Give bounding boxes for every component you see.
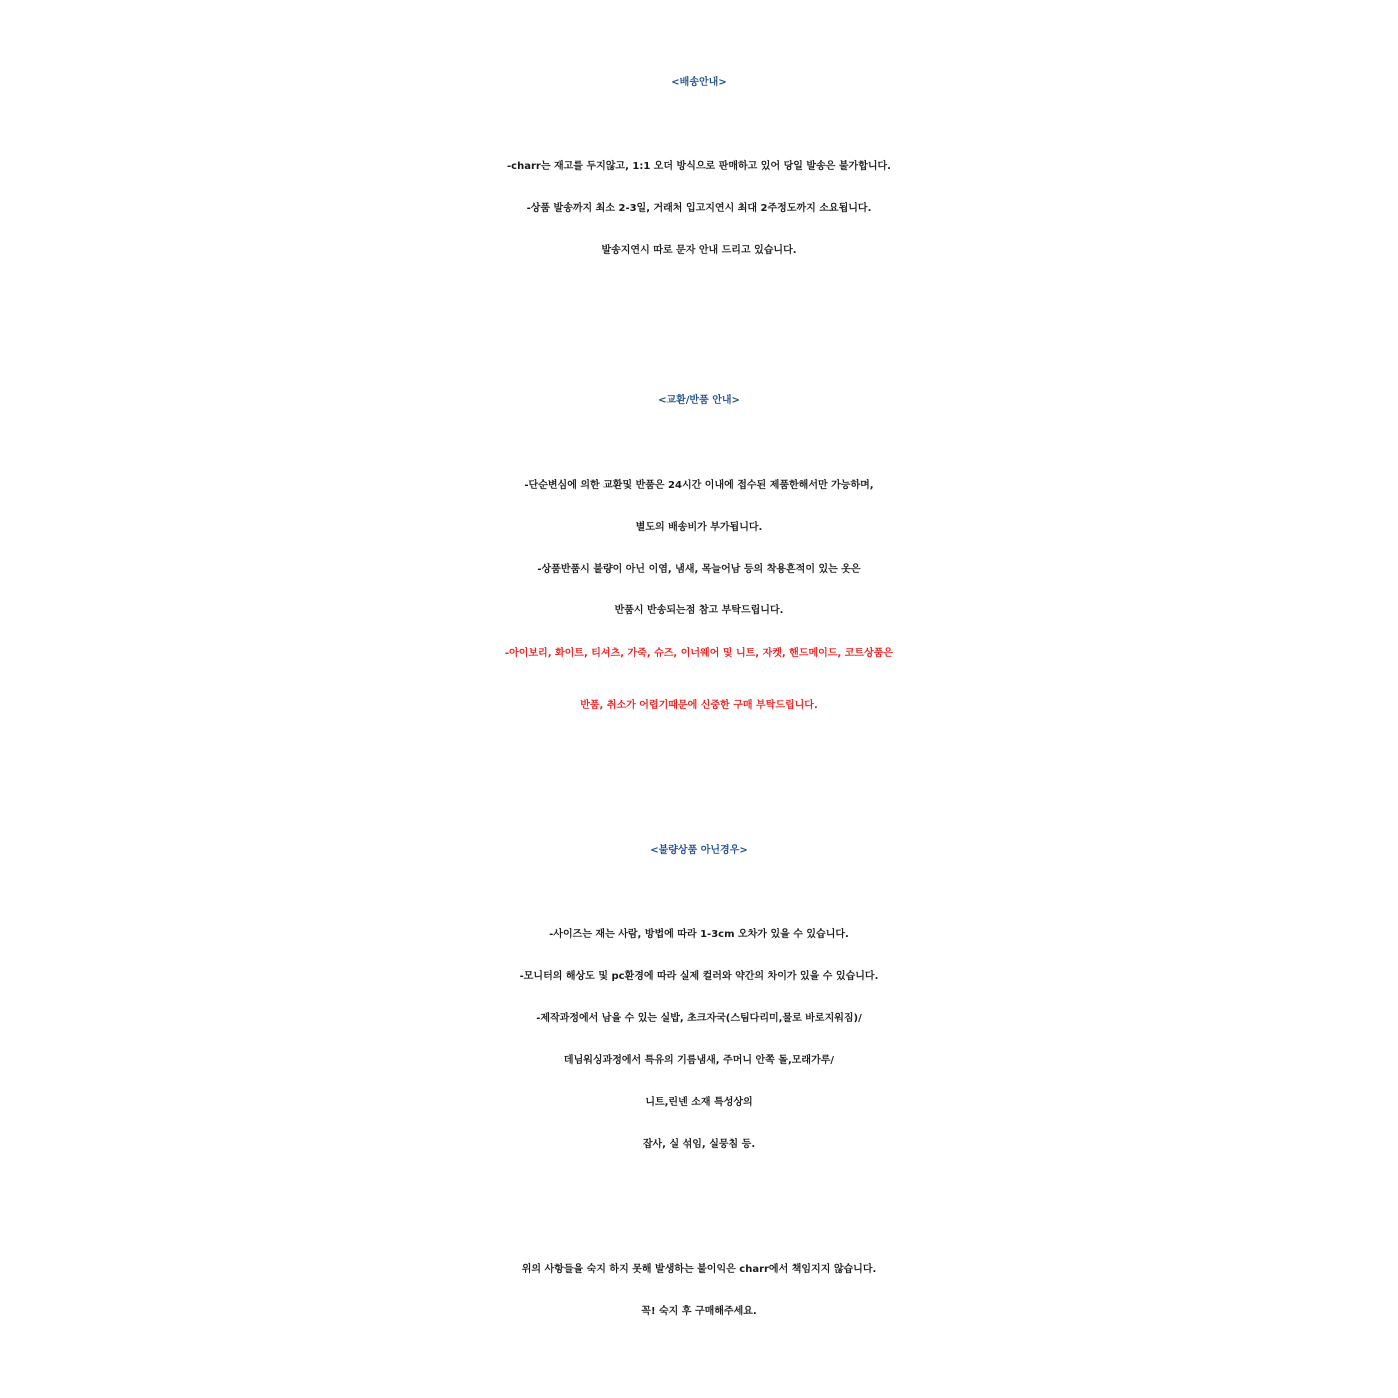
non-defective-line-4: 데님워싱과정에서 특유의 기름냄새, 주머니 안쪽 돌,모래가루/ — [563, 1055, 835, 1066]
notice-line-2: 꼭! 숙지 후 구매해주세요. — [641, 1306, 757, 1317]
exchange-heading: <교환/반품 안내> — [658, 395, 740, 406]
exchange-line-4: 반품시 반송되는점 참고 부탁드립니다. — [614, 605, 784, 616]
non-defective-heading: <불량상품 아닌경우> — [650, 845, 748, 856]
non-defective-line-6: 잡사, 실 섞임, 실뭉침 등. — [642, 1139, 756, 1150]
non-defective-line-2: -모니터의 해상도 및 pc환경에 따라 실제 컬러와 약간의 차이가 있을 수 있습니다. — [519, 971, 879, 982]
exchange-warning-line-2: 반품, 취소가 어렵기때문에 신중한 구매 부탁드립니다. — [580, 700, 818, 711]
non-defective-line-5: 니트,린넨 소재 특성상의 — [645, 1097, 753, 1108]
exchange-line-3: -상품반품시 불량이 아닌 이염, 냄새, 목늘어남 등의 착용흔적이 있는 옷은 — [537, 564, 861, 575]
non-defective-line-3: -제작과정에서 남을 수 있는 실밥, 초크자국(스팀다리미,물로 바로지워짐)/ — [536, 1013, 862, 1024]
exchange-warning-line-1: -아이보리, 화이트, 티셔츠, 가죽, 슈즈, 이너웨어 및 니트, 자켓, 핸드메이드, 코트상품은 — [504, 648, 894, 659]
exchange-line-2: 별도의 배송비가 부가됩니다. — [635, 522, 763, 533]
shipping-heading: <배송안내> — [671, 77, 727, 88]
exchange-line-1: -단순변심에 의한 교환및 반품은 24시간 이내에 접수된 제품한해서만 가능하며, — [524, 480, 874, 491]
non-defective-line-1: -사이즈는 재는 사람, 방법에 따라 1-3cm 오차가 있을 수 있습니다. — [549, 929, 849, 940]
shipping-line-3: 발송지연시 따로 문자 안내 드리고 있습니다. — [601, 245, 797, 256]
shipping-line-2: -상품 발송까지 최소 2-3일, 거래처 입고지연시 최대 2주정도까지 소요됩니다. — [526, 203, 872, 214]
shipping-line-1: -charr는 재고를 두지않고, 1:1 오더 방식으로 판매하고 있어 당일 발송은 불가합니다. — [507, 161, 891, 172]
notice-line-1: 위의 사항들을 숙지 하지 못해 발생하는 불이익은 charr에서 책임지지 않습니다. — [521, 1264, 877, 1275]
